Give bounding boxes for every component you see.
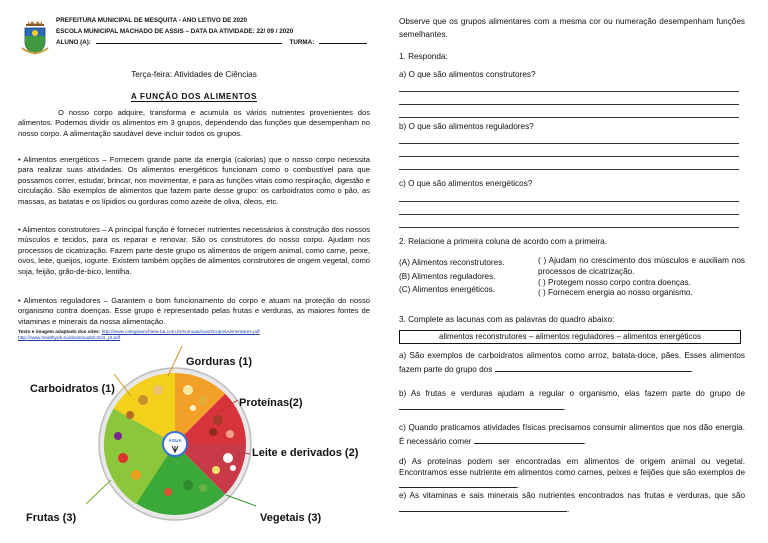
right-column xyxy=(399,14,745,539)
match-left-b: (B) Alimentos reguladores. xyxy=(399,271,496,281)
question-1: 1. Responda: xyxy=(399,52,448,61)
intro-paragraph: O nosso corpo adquire, transforma e acumula os vários nutrientes provenientes dos alimentos. Podemos dividir os alimentos em 3 grupos, dependendo das funções que desempenham no nosso corpo. A alimentação saudável deve incluir todos os grupos. xyxy=(18,108,370,138)
label-vegetais: Vegetais (3) xyxy=(260,512,322,524)
header-escola: ESCOLA MUNICIPAL MACHADO DE ASSIS – DATA DA ATIVIDADE: 22/ 09 / 2020 xyxy=(56,27,294,35)
source-link-2[interactable]: http://www.healthyuk.eu/downloads/Unit1_pt.pdf xyxy=(18,336,121,341)
question-3b xyxy=(399,388,745,414)
blank-3e[interactable] xyxy=(399,503,570,514)
match-right-1[interactable]: ( ) Ajudam no crescimento dos músculos e auxiliam nos processos de cicatrização. xyxy=(538,256,745,276)
question-3e xyxy=(399,490,745,516)
answer-line-1c-3[interactable] xyxy=(399,227,739,228)
label-proteinas: Proteínas(2) xyxy=(239,397,303,409)
blank-3a[interactable] xyxy=(495,363,691,372)
water-label: ÁGUA xyxy=(168,438,182,443)
answer-line-1b-2[interactable] xyxy=(399,156,739,157)
source-label: Texto e imagem adaptado dos sites: xyxy=(18,330,101,335)
question-3c xyxy=(399,422,745,448)
answer-line-1a-1[interactable] xyxy=(399,91,739,92)
header-text xyxy=(56,16,370,49)
coat-of-arms-icon xyxy=(20,18,50,58)
blank-3d[interactable] xyxy=(399,479,520,490)
label-frutas: Frutas (3) xyxy=(26,512,77,524)
question-3d xyxy=(399,457,745,491)
match-left-a: (A) Alimentos reconstrutores. xyxy=(399,258,505,267)
construtores-paragraph: • Alimentos construtores – A principal função é fornecer nutrientes necessários à construção dos nossos músculos e tecidos, para os reparar e renovar. São os construtores do nosso corpo. Ajudam nos processos de cicatrização. Fazem parte deste grupo os alimentos de origem animal, como carne, peixe, ovos, leite, queijos, iogurte. Existem também opções de alimentos construtores de origem vegetal, como soja, feijão, grão-de-bico, lentilha. xyxy=(18,225,370,276)
blank-3c[interactable] xyxy=(474,435,584,444)
header-prefeitura: PREFEITURA MUNICIPAL DE MESQUITA - ANO LETIVO DE 2020 xyxy=(56,17,248,24)
blank-3a-period: . xyxy=(690,364,693,374)
header-aluno-row xyxy=(56,37,370,49)
match-right-2[interactable]: ( ) Protegem nosso corpo contra doenças. xyxy=(538,277,691,287)
label-leite: Leite e derivados (2) xyxy=(252,447,359,459)
answer-line-1c-1[interactable] xyxy=(399,201,739,202)
question-3a-text: a) São exemplos de carboidratos alimentos como arroz, batata-doce, pães. Esses alimentos fazem parte do grupo dos xyxy=(399,351,745,374)
aluno-label: ALUNO (A): xyxy=(56,39,91,46)
match-column-right xyxy=(538,256,745,299)
question-1c: c) O que são alimentos energéticos? xyxy=(399,179,533,188)
question-2: 2. Relacione a primeira coluna de acordo com a primeira. xyxy=(399,237,607,246)
question-3b-text: b) As frutas e verduras ajudam a regular o organismo, elas fazem parte do grupo de xyxy=(399,389,745,398)
page-title xyxy=(18,92,370,101)
turma-label: TURMA: xyxy=(289,39,315,46)
question-1b: b) O que são alimentos reguladores? xyxy=(399,122,534,131)
answer-line-1a-3[interactable] xyxy=(399,117,739,118)
match-right-3[interactable]: ( ) Fornecem energia ao nosso organismo. xyxy=(538,288,693,298)
question-3: 3. Complete as lacunas com as palavras do quadro abaixo: xyxy=(399,315,615,324)
answer-line-1b-1[interactable] xyxy=(399,143,739,144)
word-bank-box: alimentos reconstrutores – alimentos reguladores – alimentos energéticos xyxy=(399,330,741,344)
answer-line-1b-3[interactable] xyxy=(399,169,739,170)
school-header xyxy=(18,14,370,64)
energeticos-paragraph: • Alimentos energéticos – Fornecem grande parte da energia (calorias) que o nosso corpo necessita para realizar suas atividades. Os alimentos energéticos funcionam como o combustível para que possamos correr, estudar, brincar, nos movimentar, e para as funções vitais como respiração, digestão e circulação. São exemplos de alimentos que fazem parte desse grupo: os carboidratos como o pão, as massas, as batatas e os lípidios ou gorduras como azeite de oliva, óleos, etc. xyxy=(18,155,370,206)
turma-input[interactable] xyxy=(319,37,367,44)
aluno-input[interactable] xyxy=(96,37,282,44)
food-plate-figure xyxy=(18,340,370,539)
page-title-text: A FUNÇÃO DOS ALIMENTOS xyxy=(130,92,258,101)
blank-3b-period: . xyxy=(564,402,567,412)
question-3d-text: d) As proteínas podem ser encontradas em alimentos de origem animal ou vegetal. Encontramos esse nutriente em alimentos como carnes, peixes e feijões que são exemplos de xyxy=(399,457,745,477)
question-3c-text: c) Quando praticamos atividades físicas precisamos consumir alimentos que nos dão energia. É necessário comer xyxy=(399,423,745,446)
blank-3e-period: . xyxy=(567,504,570,514)
label-carboidratos: Carboidratos (1) xyxy=(30,383,115,395)
question-3e-text: e) As vitaminas e sais minerais são nutrientes encontrados nas frutas e verduras, que são xyxy=(399,491,745,500)
blank-3b[interactable] xyxy=(399,401,567,412)
right-intro: Observe que os grupos alimentares com a mesma cor ou numeração desempenham funções semelhantes. xyxy=(399,17,745,39)
reguladores-paragraph: • Alimentos reguladores – Garantem o bom funcionamento do corpo e atuam na proteção do nosso organismo contra doenças. Esse grupo é representado pelas frutas e verduras, as maiores fontes de vitaminas e minerais da nossa alimentação. xyxy=(18,296,370,326)
answer-line-1a-2[interactable] xyxy=(399,104,739,105)
day-title: Terça-feira: Atividades de Ciências xyxy=(131,70,257,79)
question-1a: a) O que são alimentos construtores? xyxy=(399,70,536,79)
food-plate-graphic xyxy=(18,340,370,539)
left-column xyxy=(18,14,370,539)
match-left-c: (C) Alimentos energéticos. xyxy=(399,285,496,294)
blank-3c-period: . xyxy=(583,436,586,446)
match-column-left xyxy=(399,256,524,297)
source-link-1[interactable]: http://www.colegioanchieta-ba.com.br/sumuas/cias/GruposAlimentares.pdf xyxy=(101,330,260,335)
label-gorduras: Gorduras (1) xyxy=(186,356,253,368)
blank-3d-period: . xyxy=(517,480,520,490)
answer-line-1c-2[interactable] xyxy=(399,214,739,215)
question-3a xyxy=(399,350,745,376)
